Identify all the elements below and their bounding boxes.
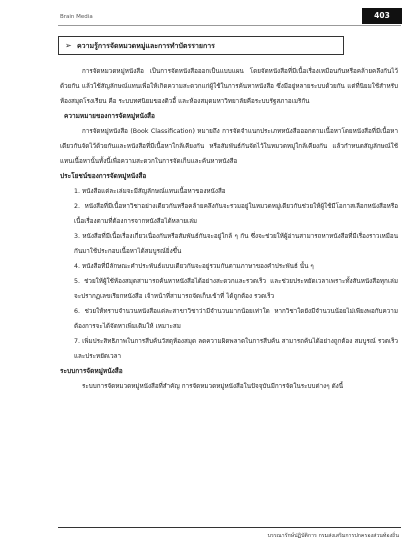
header-brand: Brain Media <box>60 14 93 20</box>
header-divider <box>58 25 401 26</box>
intro-paragraph: การจัดหมวดหมู่หนังสือ เป็นการจัดหนังสือออกเป็นแบบแผน โดยจัดหนังสือที่มีเนื้อเรื่องเหมือนกันหรือคล้ายคลึงกันไว้ด้วยกัน แล้วใช้สัญลักษณ์แทนเพื่อให้เกิดความสะดวกแก่ผู้ใช้ในการค้นหาหนังสือ ซึ่งมีอยู่หลายระบบด้วยกัน แต่ที่นิยมใช้สำหรับห้องสมุดโรงเรียน คือ ระบบทศนิยมของดิวอี้ และห้องสมุดมหาวิทยาลัยคือระบบรัฐสภาอเมริกัน <box>60 68 398 105</box>
footer-divider <box>58 527 401 528</box>
document-body <box>60 64 398 394</box>
heading-benefits: ประโยชน์ของการจัดหมู่หนังสือ <box>60 172 147 180</box>
footer-text: บรรณารักษ์ปฏิบัติการ กรมส่งเสริมการปกครองส่วนท้องถิ่น <box>267 533 399 539</box>
list-item: 4. หนังสือที่มีลักษณะคำประพันธ์แบบเดียวกันจะอยู่รวมกันตามภาษาของคำประพันธ์ นั้น ๆ <box>74 263 314 270</box>
list-item: 6. ช่วยให้ทราบจำนวนหนังสือแต่ละสาขาวิชาว่ามีจำนวนมากน้อยเท่าใด หากวิชาใดยังมีจำนวนน้อยไม่เพียงพอกับความต้องการจะได้จัดหาเพิ่มเติมให้ เหมาะสม <box>74 308 398 330</box>
heading-systems: ระบบการจัดหมู่หนังสือ <box>60 367 123 375</box>
section-title-box <box>58 36 344 55</box>
meaning-paragraph: การจัดหมู่หนังสือ (Book Classification) หมายถึง การจัดจำแนกประเภทหนังสือออกตามเนื้อหาโดยหนังสือที่มีเนื้อหาเดียวกันจัดไว้ด้วยกันและหนังสือที่มีเนื้อหาใกล้เคียงกัน หรือสัมพันธ์กันจัดไว้ในหมวดหมู่ใกล้เคียงกัน แล้วกำหนดสัญลักษณ์ใช้แทนเนื้อหานั้นทั้งนี้เพื่อความสะดวกในการจัดเก็บและค้นหาหนังสือ <box>60 128 398 165</box>
arrow-bullet-icon: ➢ <box>65 41 72 50</box>
page-number: 403 <box>362 8 402 24</box>
systems-paragraph: ระบบการจัดหมวดหมู่หนังสือที่สำคัญ การจัดหมวดหมู่หนังสือในปัจจุบันมีการจัดในระบบต่างๆ ดังนี้ <box>82 383 344 390</box>
section-title: ความรู้การจัดหมวดหมู่และการทำบัตรรายการ <box>77 42 215 50</box>
list-item: 7. เพิ่มประสิทธิภาพในการสืบค้นวัสดุห้องสมุด ลดความผิดพลาดในการสืบค้น สามารถค้นได้อย่างถูกต้อง สมบูรณ์ รวดเร็วและประหยัดเวลา <box>74 338 398 360</box>
list-item: 5. ช่วยให้ผู้ใช้ห้องสมุดสามารถค้นหาหนังสือได้อย่างสะดวกและรวดเร็ว และช่วยประหยัดเวลาเพราะทั้งสันหนังสือทุกเล่มจะปรากฏเลขเรียกหนังสือ เจ้าหน้าที่สามารถจัดเก็บเข้าที่ ได้ถูกต้อง รวดเร็ว <box>74 278 398 300</box>
heading-meaning: ความหมายของการจัดหมู่หนังสือ <box>64 112 155 120</box>
list-item: 3. หนังสือที่มีเนื้อเรื่องเกี่ยวเนื่องกันหรือสัมพันธ์กันจะอยู่ใกล้ ๆ กัน ซึ่งจะช่วยให้ผู้อ่านสามารถหาหนังสือที่มีเรื่องราวเหมือนกันมาใช้ประกอบเนื้อหาได้สมบูรณ์ยิ่งขึ้น <box>74 233 398 255</box>
list-item: 2. หนังสือที่มีเนื้อหาวิชาอย่างเดียวกันหรือคล้ายคลึงกันจะรวมอยู่ในหมวดหมู่เดียวกันช่วยให้ผู้ใช้มีโอกาสเลือกหนังสือหรือเนื้อเรื่องตามที่ต้องการจากหนังสือได้หลายเล่ม <box>74 203 398 225</box>
list-item: 1. หนังสือแต่ละเล่มจะมีสัญลักษณ์แทนเนื้อหาของหนังสือ <box>74 188 226 195</box>
